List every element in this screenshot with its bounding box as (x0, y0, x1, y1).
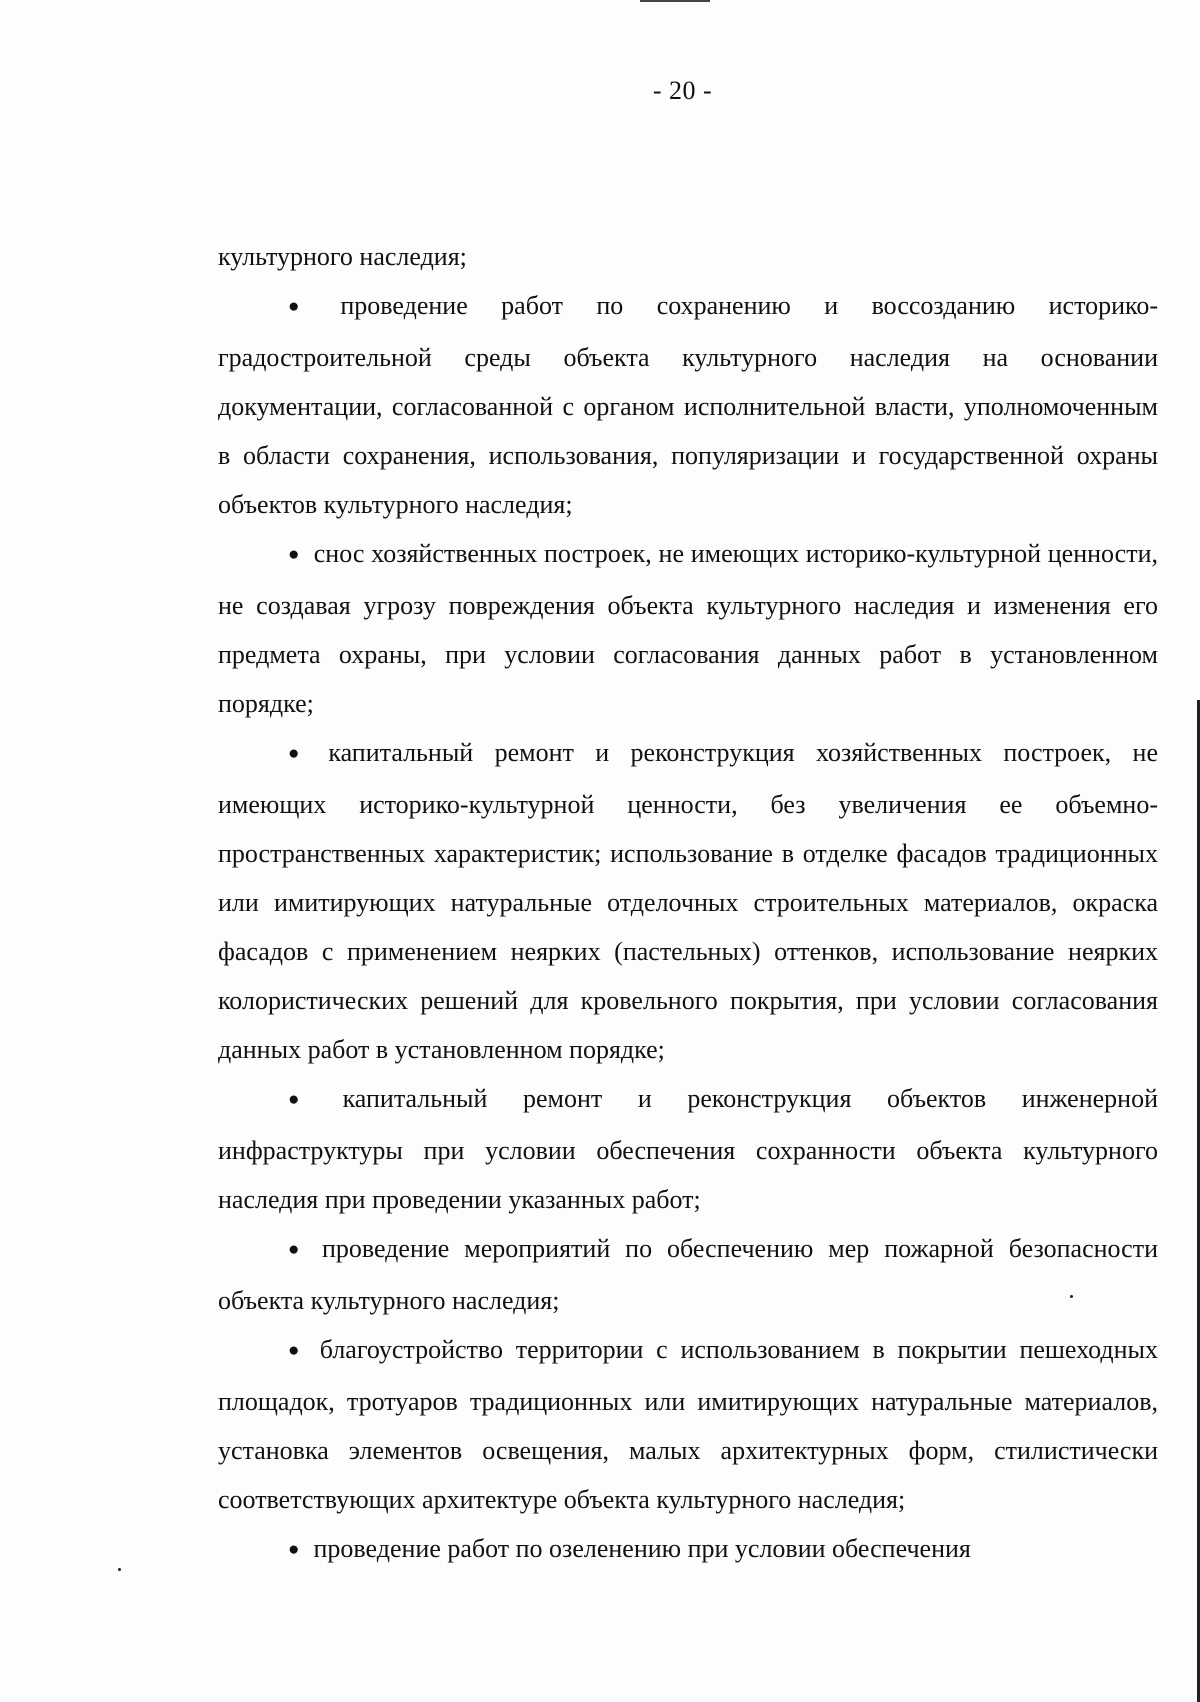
scan-edge-top (640, 0, 710, 2)
scan-speck (1070, 1295, 1073, 1298)
list-item: ● проведение работ по озеленению при условии обеспечения (218, 1524, 1158, 1576)
document-body (218, 232, 1158, 1576)
list-item: ● благоустройство территории с использованием в покрытии пешеходных площадок, тротуаров традиционных или имитирующих натуральные материалов, установка элементов освещения, малых архитектурных форм, стилистически соответствующих архитектуре объекта культурного наследия; (218, 1325, 1158, 1524)
page-number: - 20 - (652, 76, 713, 105)
list-item: ● проведение работ по сохранению и воссозданию историко-градостроительной среды объекта культурного наследия на основании документации, согласованной с органом исполнительной власти, уполномоченным в области сохранения, использования, популяризации и государственной охраны объектов культурного наследия; (218, 281, 1158, 529)
list-item: ● капитальный ремонт и реконструкция хозяйственных построек, не имеющих историко-культурной ценности, без увеличения ее объемно-пространственных характеристик; использование в отделке фасадов традиционных или имитирующих натуральные отделочных строительных материалов, окраска фасадов с применением неярких (пастельных) оттенков, использование неярких колористических решений для кровельного покрытия, при условии согласования данных работ в установленном порядке; (218, 728, 1158, 1074)
scan-speck (118, 1568, 121, 1571)
lead-paragraph: культурного наследия; (218, 242, 467, 271)
list-item: ● проведение мероприятий по обеспечению мер пожарной безопасности объекта культурного наследия; (218, 1224, 1158, 1325)
list-item: ● капитальный ремонт и реконструкция объектов инженерной инфраструктуры при условии обеспечения сохранности объекта культурного наследия при проведении указанных работ; (218, 1074, 1158, 1224)
list-item: ● снос хозяйственных построек, не имеющих историко-культурной ценности, не создавая угрозу повреждения объекта культурного наследия и изменения его предмета охраны, при условии согласования данных работ в установленном порядке; (218, 529, 1158, 728)
